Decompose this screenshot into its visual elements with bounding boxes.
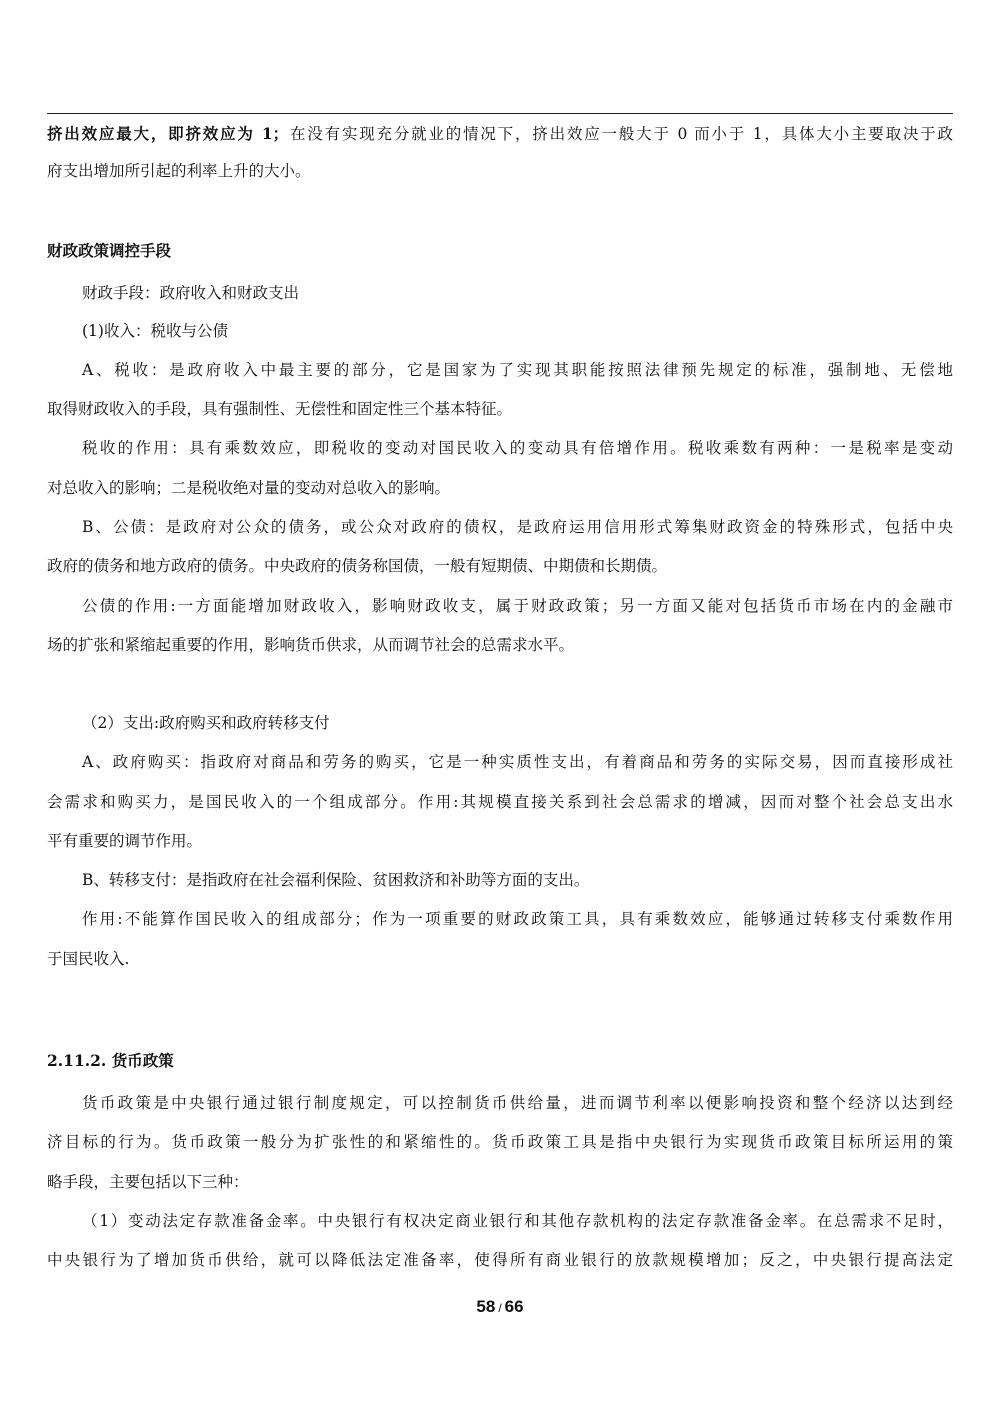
paragraph-tax-line-2: 取得财政收入的手段，具有强制性、无偿性和固定性三个基本特征。 [47,400,513,418]
paragraph-monetary-line-2: 济目标的行为。货币政策一般分为扩张性的和紧缩性的。货币政策工具是指中央银行为实现货币政策目标所运用的策 [47,1133,953,1151]
page-separator: / [498,1301,502,1315]
paragraph-bond-line-1: B、公债：是政府对公众的债务，或公众对政府的债权，是政府运用信用形式筹集财政资金的特殊形式，包括中央 [82,518,953,536]
page-number [0,1297,1000,1317]
paragraph-bond-role-line-2: 场的扩张和紧缩起重要的作用，影响货币供求，从而调节社会的总需求水平。 [47,636,575,654]
paragraph-tax-line-1: A、税收：是政府收入中最主要的部分，它是国家为了实现其职能按照法律预先规定的标准，强制地、无偿地 [82,361,953,379]
header-rule [47,113,953,114]
paragraph-transfer: B、转移支付：是指政府在社会福利保险、贫困救济和补助等方面的支出。 [82,871,590,889]
page-total: 66 [504,1297,524,1316]
paragraph-monetary-line-3: 略手段，主要包括以下三种： [47,1173,249,1191]
paragraph-bond-line-2: 政府的债务和地方政府的债务。中央政府的债务称国债，一般有短期债、中期债和长期债。 [47,557,668,575]
paragraph-transfer-role-line-2: 于国民收入. [47,950,130,968]
paragraph-tax-role-line-2: 对总收入的影响；二是税收绝对量的变动对总收入的影响。 [47,479,451,497]
section-heading-fiscal-tools: 财政政策调控手段 [47,241,172,260]
paragraph-purchase-line-3: 平有重要的调节作用。 [47,832,203,850]
paragraph-purchase-line-1: A、政府购买：指政府对商品和劳务的购买，它是一种实质性支出，有着商品和劳务的实际交易，因而直接形成社 [82,753,953,771]
page-current: 58 [476,1297,496,1316]
paragraph-fiscal-means: 财政手段：政府收入和财政支出 [82,284,300,302]
paragraph-purchase-line-2: 会需求和购买力，是国民收入的一个组成部分。作用:其规模直接关系到社会总需求的增减，因而对整个社会总支出水 [47,793,953,811]
intro-line-1 [47,124,953,144]
intro-line-2: 府支出增加所引起的利率上升的大小。 [47,162,311,180]
paragraph-transfer-role-line-1: 作用:不能算作国民收入的组成部分；作为一项重要的财政政策工具，具有乘数效应，能够通过转移支付乘数作用 [82,910,953,928]
paragraph-monetary-line-1: 货币政策是中央银行通过银行制度规定，可以控制货币供给量，进而调节利率以便影响投资和整个经济以达到经 [82,1094,953,1112]
intro-text: 在没有实现充分就业的情况下，挤出效应一般大于 0 而小于 1，具体大小主要取决于政 [288,125,953,143]
paragraph-expenditure: （2）支出:政府购买和政府转移支付 [82,714,330,732]
paragraph-revenue: (1)收入：税收与公债 [82,322,228,340]
intro-bold-text: 挤出效应最大，即挤效应为 1； [47,124,289,143]
paragraph-reserve-line-1: （1）变动法定存款准备金率。中央银行有权决定商业银行和其他存款机构的法定存款准备金率。在总需求不足时， [82,1212,953,1230]
paragraph-reserve-line-2: 中央银行为了增加货币供给，就可以降低法定准备率，使得所有商业银行的放款规模增加；反之，中央银行提高法定 [47,1251,953,1269]
section-heading-monetary-policy: 2.11.2. 货币政策 [47,1051,174,1070]
paragraph-tax-role-line-1: 税收的作用：具有乘数效应，即税收的变动对国民收入的变动具有倍增作用。税收乘数有两种：一是税率是变动 [82,439,953,457]
paragraph-bond-role-line-1: 公债的作用:一方面能增加财政收入，影响财政收支，属于财政政策；另一方面又能对包括货币市场在内的金融市 [82,597,953,615]
